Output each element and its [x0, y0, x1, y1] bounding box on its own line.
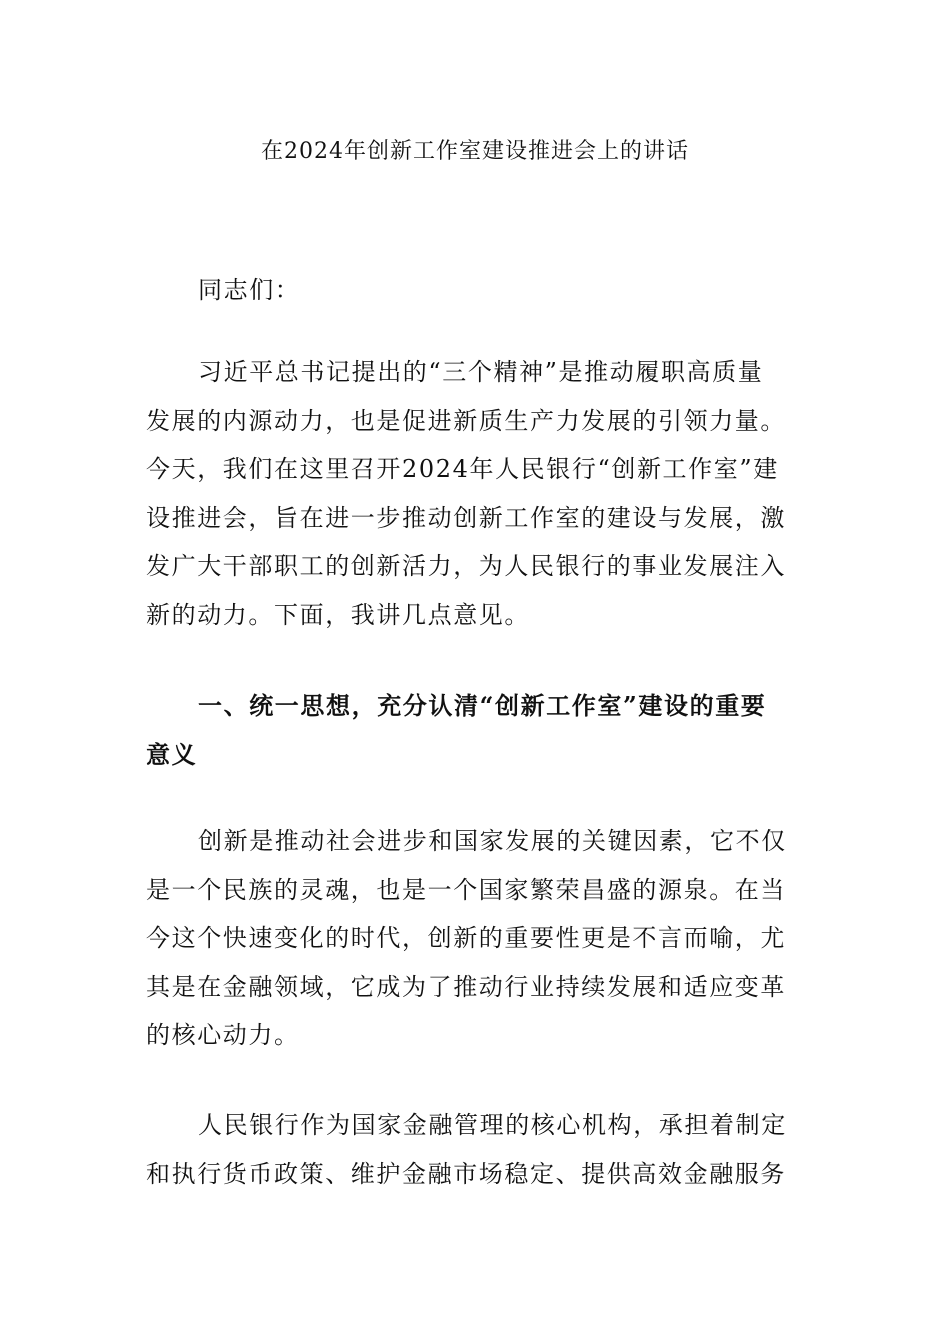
paragraph-line: 的核心动力。 — [146, 1021, 300, 1049]
paragraph-line: 和执行货币政策、维护金融市场稳定、提供高效金融服务 — [146, 1159, 786, 1188]
salutation-text: 同志们： — [198, 276, 301, 304]
paragraph-line: 习近平总书记提出的“三个精神”是推动履职高质量 — [198, 358, 764, 386]
document-title: 在2024年创新工作室建设推进会上的讲话 — [261, 139, 689, 164]
paragraph-line: 发展的内源动力，也是促进新质生产力发展的引领力量。 — [146, 406, 786, 435]
paragraph-central-bank — [146, 1101, 796, 1198]
salutation — [146, 266, 796, 315]
paragraph-line: 其是在金融领域，它成为了推动行业持续发展和适应变革 — [146, 972, 786, 1001]
paragraph-line: 发广大干部职工的创新活力，为人民银行的事业发展注入 — [146, 552, 786, 580]
paragraph-line: 是一个民族的灵魂，也是一个国家繁荣昌盛的源泉。在当 — [146, 875, 786, 904]
paragraph-intro — [146, 348, 796, 639]
heading-line: 意义 — [146, 739, 198, 769]
paragraph-innovation — [146, 817, 796, 1060]
paragraph-line: 人民银行作为国家金融管理的核心机构，承担着制定 — [198, 1111, 787, 1139]
paragraph-line: 新的动力。下面，我讲几点意见。 — [146, 600, 530, 629]
paragraph-line: 创新是推动社会进步和国家发展的关键因素，它不仅 — [198, 827, 787, 855]
section-heading-1 — [146, 682, 796, 779]
paragraph-line: 今天，我们在这里召开2024年人民银行“创新工作室”建 — [146, 455, 779, 483]
heading-line: 一、统一思想，充分认清“创新工作室”建设的重要 — [198, 691, 767, 720]
paragraph-line: 今这个快速变化的时代，创新的重要性更是不言而喻，尤 — [146, 924, 786, 952]
paragraph-line: 设推进会，旨在进一步推动创新工作室的建设与发展，激 — [146, 503, 786, 532]
